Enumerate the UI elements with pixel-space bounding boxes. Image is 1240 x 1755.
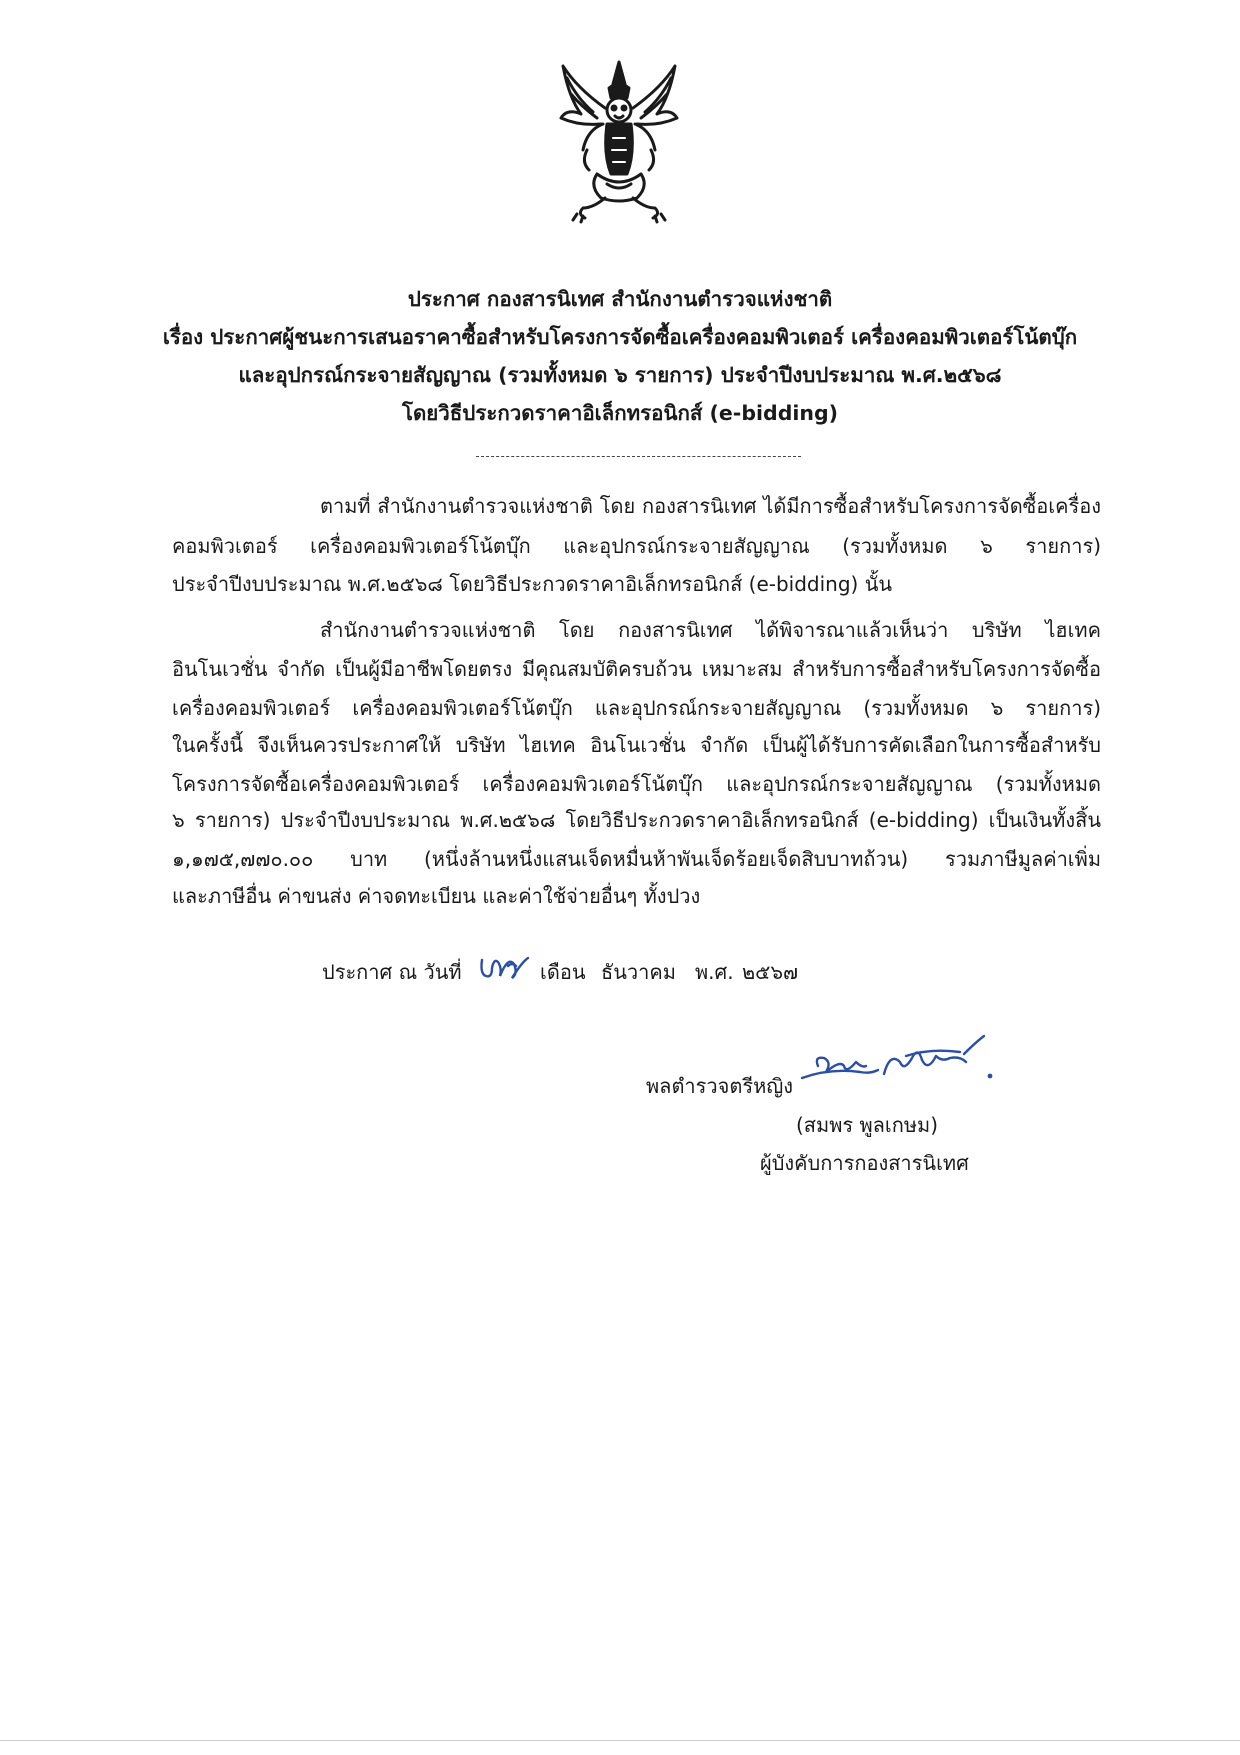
paragraph-2-line-5: โครงการจัดซื้อเครื่องคอมพิวเตอร์ เครื่องคอมพิวเตอร์โน้ตบุ๊ก และอุปกรณ์กระจายสัญญาณ (รวมทั้งหมด <box>172 772 1101 796</box>
paragraph-2-line-4: ในครั้งนี้ จึงเห็นควรประกาศให้ บริษัท ไฮเทค อินโนเวชั่น จำกัด เป็นผู้ได้รับการคัดเลือกในการซื้อสำหรับ <box>172 733 1101 757</box>
subject-line-3: โดยวิธีประกวดราคาอิเล็กทรอนิกส์ (e-bidding) <box>401 401 839 425</box>
subject-line-1: เรื่อง ประกาศผู้ชนะการเสนอราคาซื้อสำหรับโครงการจัดซื้อเครื่องคอมพิวเตอร์ เครื่องคอมพิวเตอร์โน้ตบุ๊ก <box>162 325 1078 349</box>
paragraph-2-line-2: อินโนเวชั่น จำกัด เป็นผู้มีอาชีพโดยตรง มีคุณสมบัติครบถ้วน เหมาะสม สำหรับการซื้อสำหรับโครงการจัดซื้อ <box>172 657 1101 681</box>
month-value: ธันวาคม <box>601 960 676 984</box>
date-prefix: ประกาศ ณ วันที่ <box>322 960 462 984</box>
signature-image <box>800 1032 1000 1092</box>
separator-rule <box>476 456 801 457</box>
month-label: เดือน <box>540 960 586 984</box>
paragraph-2-line-7: ๑,๑๗๕,๗๗๐.๐๐ บาท (หนึ่งล้านหนึ่งแสนเจ็ดหมื่นห้าพันเจ็ดร้อยเจ็ดสิบบาทถ้วน) รวมภาษีมูลค่าเพิ่ม <box>172 847 1101 871</box>
subject-line-2: และอุปกรณ์กระจายสัญญาณ (รวมทั้งหมด ๖ รายการ) ประจำปีงบประมาณ พ.ศ.๒๕๖๘ <box>238 363 1002 387</box>
signatory-name: (สมพร พูลเกษม) <box>796 1113 939 1137</box>
paragraph-2-line-3: เครื่องคอมพิวเตอร์ เครื่องคอมพิวเตอร์โน้ตบุ๊ก และอุปกรณ์กระจายสัญญาณ (รวมทั้งหมด ๖ รายการ) <box>172 696 1101 720</box>
year-value: ๒๕๖๗ <box>742 960 799 984</box>
paragraph-1-line-3: ประจำปีงบประมาณ พ.ศ.๒๕๖๘ โดยวิธีประกวดราคาอิเล็กทรอนิกส์ (e-bidding) นั้น <box>172 572 893 596</box>
paragraph-2-line-6: ๖ รายการ) ประจำปีงบประมาณ พ.ศ.๒๕๖๘ โดยวิธีประกวดราคาอิเล็กทรอนิกส์ (e-bidding) เป็นเงินทั้งสิ้น <box>172 808 1101 832</box>
signatory-position: ผู้บังคับการกองสารนิเทศ <box>760 1151 969 1175</box>
paragraph-2-line-1: สำนักงานตำรวจแห่งชาติ โดย กองสารนิเทศ ได้พิจารณาแล้วเห็นว่า บริษัท ไฮเทค <box>320 618 1101 642</box>
paragraph-1-line-1: ตามที่ สำนักงานตำรวจแห่งชาติ โดย กองสารนิเทศ ได้มีการซื้อสำหรับโครงการจัดซื้อเครื่อง <box>320 494 1101 518</box>
scan-edge-line <box>0 1740 1240 1741</box>
paragraph-2-line-8: และภาษีอื่น ค่าขนส่ง ค่าจดทะเบียน และค่าใช้จ่ายอื่นๆ ทั้งปวง <box>172 884 701 908</box>
year-label: พ.ศ. <box>695 960 734 984</box>
garuda-emblem-icon <box>557 58 681 224</box>
paragraph-1-line-2: คอมพิวเตอร์ เครื่องคอมพิวเตอร์โน้ตบุ๊ก และอุปกรณ์กระจายสัญญาณ (รวมทั้งหมด ๖ รายการ) <box>172 534 1101 558</box>
announcement-title: ประกาศ กองสารนิเทศ สำนักงานตำรวจแห่งชาติ <box>407 287 833 311</box>
handwritten-day <box>478 952 534 982</box>
signatory-rank: พลตำรวจตรีหญิง <box>646 1074 794 1098</box>
